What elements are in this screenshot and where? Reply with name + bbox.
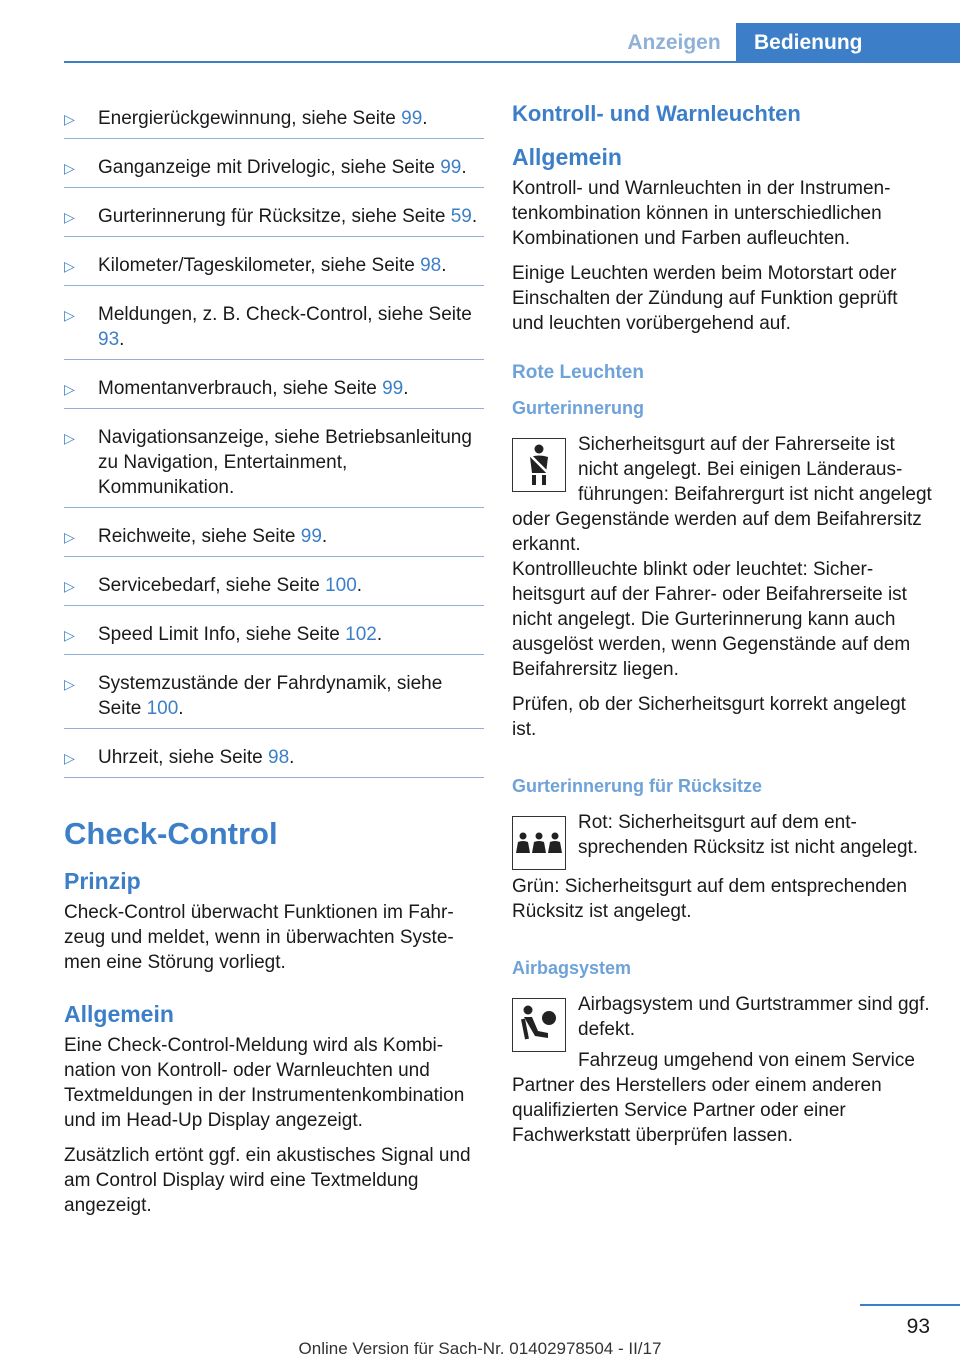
footer-rule: [860, 1304, 960, 1306]
list-item: [64, 667, 484, 729]
gurterinnerung-text-3: Prüfen, ob der Sicherheitsgurt korrekt angelegt ist.: [512, 694, 906, 740]
tab-bedienung[interactable]: Bedienung: [736, 23, 960, 63]
display-list: [64, 102, 484, 778]
airbag-warning-icon: [512, 998, 566, 1052]
list-item-end: .: [178, 698, 184, 719]
list-item: [64, 298, 484, 360]
triangle-bullet-icon: ▷: [64, 750, 75, 766]
triangle-bullet-icon: ▷: [64, 160, 75, 176]
heading-rote-leuchten: Rote Leuchten: [512, 362, 644, 383]
section-title-check-control: Check-Control: [64, 816, 278, 851]
section-title-warnleuchten: Kontroll- und Warnleuchten: [512, 101, 801, 126]
list-item: [64, 372, 484, 409]
list-item-end: .: [289, 747, 295, 768]
list-item-end: .: [376, 624, 383, 645]
list-item: [64, 421, 484, 508]
list-item: [64, 569, 484, 606]
prinzip-text: Check-Control überwacht Funktionen im Fahrzeug und meldet, wenn in überwachten Systemen eine Störung vorliegt.: [64, 902, 454, 973]
page-number: 93: [906, 1315, 930, 1338]
page-link[interactable]: 93: [98, 329, 120, 350]
list-item-text: Reichweite, siehe Seite: [98, 526, 301, 547]
list-item-text: Servicebedarf, siehe Seite: [98, 575, 326, 596]
list-item-end: .: [461, 157, 467, 178]
triangle-bullet-icon: ▷: [64, 258, 75, 274]
heading-allgemein: Allgemein: [64, 1001, 174, 1027]
triangle-bullet-icon: ▷: [64, 529, 75, 545]
heading-airbagsystem: Airbagsystem: [512, 958, 632, 978]
right-column: [512, 100, 932, 1148]
page-link[interactable]: 99: [300, 526, 322, 547]
list-item-text: Speed Limit Info, siehe Seite: [98, 624, 346, 645]
triangle-bullet-icon: ▷: [64, 307, 75, 323]
page-link[interactable]: 99: [401, 108, 423, 129]
list-item-end: .: [356, 575, 363, 596]
list-item-text: Meldungen, z. B. Check-Control, siehe Seite: [98, 304, 472, 325]
list-item-end: .: [403, 378, 409, 399]
triangle-bullet-icon: ▷: [64, 111, 75, 127]
triangle-bullet-icon: ▷: [64, 430, 75, 446]
list-item-end: .: [321, 526, 328, 547]
list-item-text: Kilometer/Tageskilometer, siehe Seite: [98, 255, 421, 276]
heading-gurterinnerung-ruecksitze: Gurterinnerung für Rücksitze: [512, 776, 763, 796]
list-item-text: Gurterinnerung für Rücksitze, siehe Seite: [98, 206, 451, 227]
heading-allgemein-right: Allgemein: [512, 144, 622, 170]
gurterinnerung-ruecksitze-text-1: Rot: Sicherheitsgurt auf dem entsprechenden Rücksitz ist nicht angelegt.: [578, 812, 919, 858]
triangle-bullet-icon: ▷: [64, 209, 75, 225]
list-item: [64, 741, 484, 778]
page-link[interactable]: 59: [450, 206, 472, 227]
header-rule: [64, 61, 960, 63]
airbag-text-2: Fahrzeug umgehend von einem Service Partner des Herstellers oder einem anderen qualifizierten Service Partner oder einer Fachwerkstatt überprüfen lassen.: [512, 1050, 915, 1146]
footer-version-text: Online Version für Sach-Nr. 01402978504 - II/17: [298, 1339, 662, 1358]
page-link[interactable]: 100: [325, 575, 357, 596]
list-item-text: Momentanverbrauch, siehe Seite: [98, 378, 383, 399]
list-item-text: Systemzustände der Fahrdynamik, siehe Seite: [98, 673, 443, 719]
airbag-text-1: Airbagsystem und Gurtstrammer sind ggf. defekt.: [578, 994, 930, 1040]
list-item-text: Ganganzeige mit Drivelogic, siehe Seite: [98, 157, 441, 178]
right-allgemein-text-1: Kontroll- und Warnleuchten in der Instrumentenkombination können in unterschiedlichen Kombinationen und Farben aufleuchten.: [512, 178, 891, 249]
heading-prinzip: Prinzip: [64, 868, 141, 894]
list-item: [64, 151, 484, 188]
page-link[interactable]: 100: [146, 698, 179, 719]
gurterinnerung-block: [512, 432, 932, 557]
gurterinnerung-text-1: Sicherheitsgurt auf der Fahrerseite ist nicht angelegt. Bei einigen Länderausführungen: Beifahrergurt ist nicht angelegt oder Gegenstände werden auf dem Beifahrersitz erkannt.: [512, 434, 932, 555]
tab-anzeigen[interactable]: Anzeigen: [627, 31, 721, 54]
list-item-end: .: [119, 329, 125, 350]
gurterinnerung-text-2: Kontrollleuchte blinkt oder leuchtet: Sicherheitsgurt auf der Fahrer- oder Beifahrerseite ist nicht angelegt. Die Gurterinnerung kann auch ausgelöst werden, wenn Gegenstände auf dem Beifahrersitz liegen.: [512, 559, 911, 680]
list-item: [64, 200, 484, 237]
list-item-end: .: [471, 206, 478, 227]
page-link[interactable]: 99: [440, 157, 462, 178]
list-item-text: Navigationsanzeige, siehe Betriebsanleitung zu Navigation, Entertainment, Kommunikation.: [98, 427, 472, 498]
page-link[interactable]: 99: [382, 378, 404, 399]
list-item: [64, 249, 484, 286]
triangle-bullet-icon: ▷: [64, 676, 75, 692]
seatbelt-warning-icon: [512, 438, 566, 492]
left-column: [64, 102, 484, 1228]
rear-seatbelt-icon: [512, 816, 566, 870]
page-link[interactable]: 98: [420, 255, 442, 276]
triangle-bullet-icon: ▷: [64, 578, 75, 594]
list-item: [64, 618, 484, 655]
list-item-end: .: [441, 255, 447, 276]
list-item-end: .: [422, 108, 428, 129]
page-link[interactable]: 98: [268, 747, 290, 768]
list-item: [64, 102, 484, 139]
allgemein-text-1: Eine Check-Control-Meldung wird als Kombination von Kontroll- oder Warnleuchten und Textmeldungen in der Instrumentenkombination und im Head-Up Display angezeigt.: [64, 1035, 465, 1131]
gurterinnerung-ruecksitze-block: [512, 810, 932, 874]
right-allgemein-text-2: Einige Leuchten werden beim Motorstart oder Einschalten der Zündung auf Funktion geprüft und leuchten vorübergehend auf.: [512, 263, 898, 334]
list-item: [64, 520, 484, 557]
list-item-text: Uhrzeit, siehe Seite: [98, 747, 269, 768]
allgemein-text-2: Zusätzlich ertönt ggf. ein akustisches Signal und am Control Display wird eine Textmeldung angezeigt.: [64, 1145, 471, 1216]
page-link[interactable]: 102: [345, 624, 377, 645]
gurterinnerung-ruecksitze-text-2: Grün: Sicherheitsgurt auf dem entsprechenden Rücksitz ist angelegt.: [512, 876, 908, 922]
airbag-block: [512, 992, 932, 1148]
triangle-bullet-icon: ▷: [64, 627, 75, 643]
triangle-bullet-icon: ▷: [64, 381, 75, 397]
list-item-text: Energierückgewinnung, siehe Seite: [98, 108, 402, 129]
heading-gurterinnerung: Gurterinnerung: [512, 398, 645, 418]
